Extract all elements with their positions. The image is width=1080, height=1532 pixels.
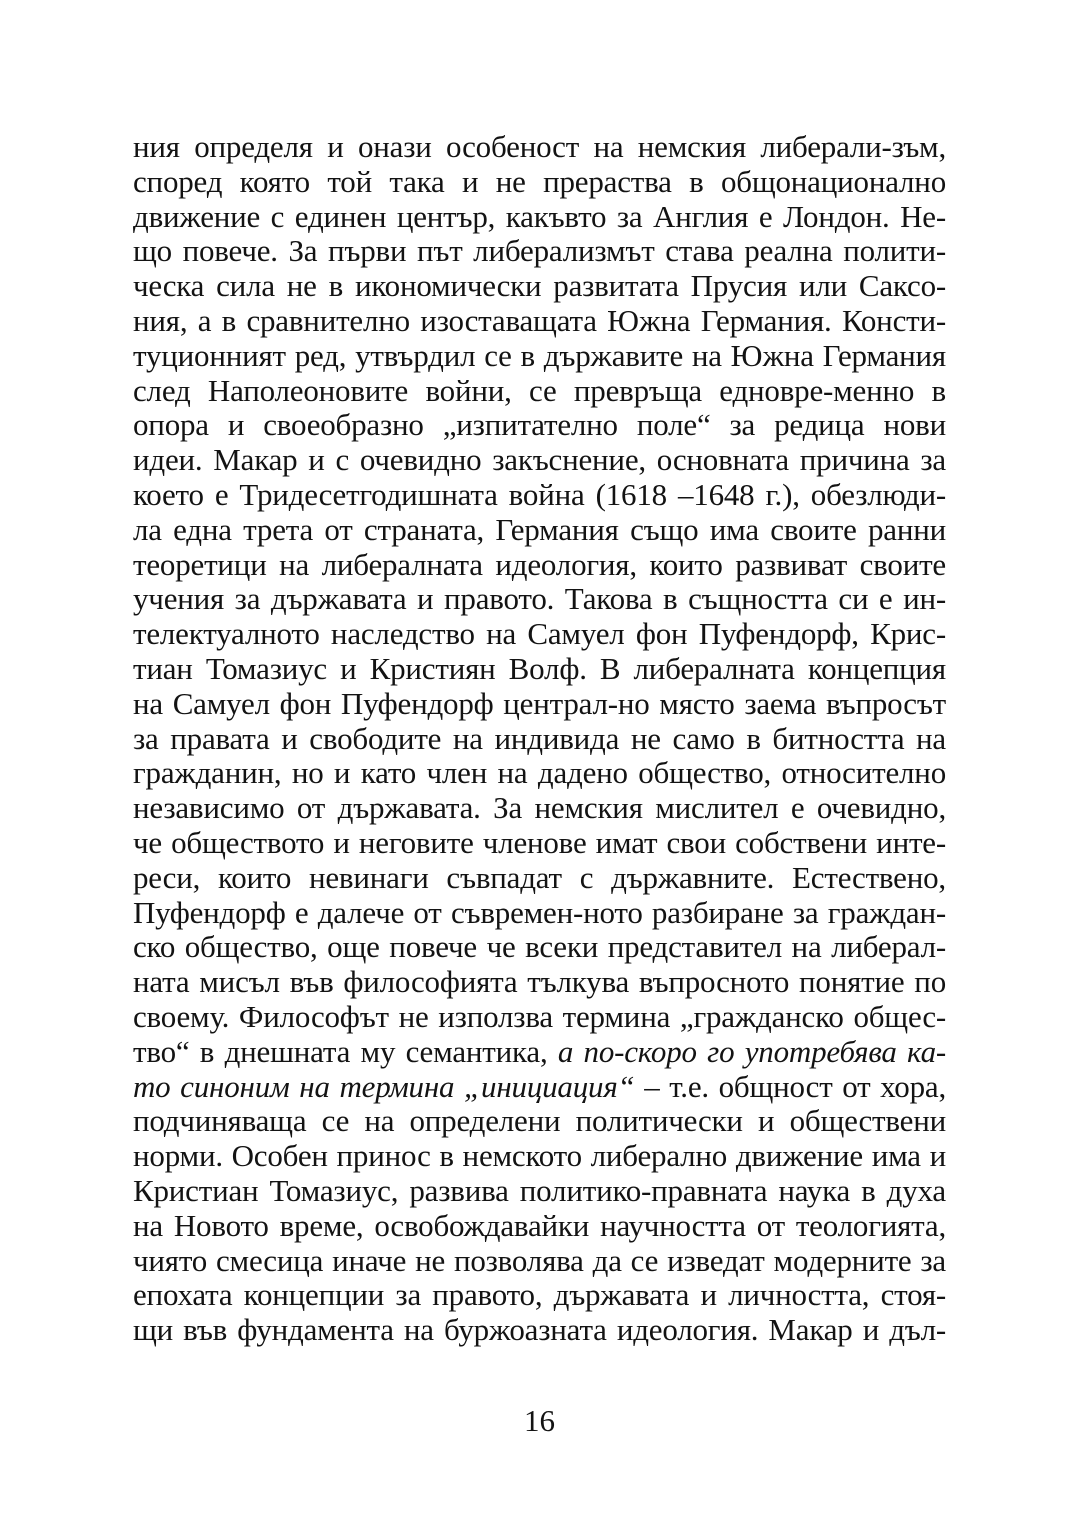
text-segment: туционният ред, утвърдил се в държавите на Южна Германия	[133, 337, 946, 373]
text-line	[133, 930, 946, 965]
text-segment: ния определя и онази особеност на немския либерали-зъм,	[133, 129, 946, 164]
text-segment: телектуалното наследство на Самуел фон Пуфендорф, Крис-	[133, 616, 946, 652]
italic-text-segment: а по-скоро го употребява ка-	[557, 1033, 947, 1069]
text-line	[133, 269, 946, 304]
text-line	[133, 1104, 946, 1139]
text-segment: на Новото време, освобождавайки научността от теологията,	[133, 1207, 946, 1243]
text-segment: за правата и свободите на индивида не само в битността на	[133, 720, 946, 756]
text-line	[133, 965, 946, 1000]
text-segment: гражданин, но и като член на дадено общество, относително	[133, 755, 946, 791]
text-segment: – т.е. общност от хора,	[644, 1068, 946, 1104]
text-segment: след Наполеоновите войни, се превръща едновре-менно в	[133, 372, 946, 408]
text-line	[133, 200, 946, 235]
text-segment: ната мисъл във философията тълкува въпросното понятие по	[133, 964, 946, 1000]
text-segment: тиан Томазиус и Кристиян Волф. В либералната концепция	[133, 650, 946, 686]
text-segment: ческа сила не в икономически развитата Прусия или Саксо-	[133, 268, 946, 304]
text-line	[133, 478, 946, 513]
text-line	[133, 1035, 946, 1070]
text-line	[133, 408, 946, 443]
text-segment: щи във фундамента на буржоазната идеология. Макар и дъл-	[133, 1312, 946, 1348]
text-segment: ско общество, още повече че всеки представител на либерал-	[133, 929, 946, 965]
text-line	[133, 130, 946, 165]
text-segment: учения за държавата и правото. Такова в същността си е ин-	[133, 581, 946, 617]
text-line	[133, 513, 946, 548]
text-segment: ния, а в сравнително изоставащата Южна Германия. Консти-	[133, 302, 946, 338]
text-line	[133, 1070, 946, 1105]
text-segment: епохата концепции за правото, държавата и личността, стоя-	[133, 1277, 946, 1313]
text-line	[133, 1278, 946, 1313]
text-line	[133, 687, 946, 722]
text-segment: своему. Философът не използва термина „гражданско общес-	[133, 998, 946, 1034]
text-line	[133, 304, 946, 339]
text-segment: Кристиан Томазиус, развива политико-правната наука в духа	[133, 1172, 946, 1208]
text-segment: тво“ в днешната му семантика,	[133, 1033, 558, 1069]
text-line	[133, 791, 946, 826]
text-line	[133, 652, 946, 687]
text-segment: че обществото и неговите членове имат свои собствени инте-	[133, 824, 946, 860]
text-segment: според която той така и не прераства в общонационално	[133, 163, 946, 199]
text-segment: на Самуел фон Пуфендорф централ-но място заема въпросът	[133, 685, 946, 721]
text-line	[133, 1139, 946, 1174]
text-line	[133, 1244, 946, 1279]
text-line	[133, 1174, 946, 1209]
text-line	[133, 896, 946, 931]
text-segment: Пуфендорф е далече от съвремен-ното разбиране за граждан-	[133, 894, 946, 930]
text-line	[133, 374, 946, 409]
text-line	[133, 617, 946, 652]
text-segment: идеи. Макар и с очевидно закъснение, основната причина за	[133, 442, 946, 478]
text-line	[133, 756, 946, 791]
text-segment: реси, които невинаги съвпадат с държавните. Естествено,	[133, 859, 946, 895]
text-line	[133, 443, 946, 478]
text-line	[133, 826, 946, 861]
text-line	[133, 548, 946, 583]
text-segment: чиято смесица иначе не позволява да се изведат модерните за	[133, 1242, 946, 1278]
text-segment: подчиняваща се на определени политически и обществени	[133, 1103, 946, 1139]
text-line	[133, 861, 946, 896]
text-segment: опора и своеобразно „изпитателно поле“ за редица нови	[133, 407, 946, 443]
text-line	[133, 339, 946, 374]
text-segment: което е Тридесетгодишната война (1618 –1648 г.), обезлюди-	[133, 476, 946, 512]
text-segment: ла една трета от страната, Германия също има своите ранни	[133, 511, 946, 547]
text-line	[133, 722, 946, 757]
text-line	[133, 1313, 946, 1348]
text-line	[133, 1209, 946, 1244]
text-segment: движение с единен център, какъвто за Англия е Лондон. Не-	[133, 198, 946, 234]
text-line	[133, 1000, 946, 1035]
italic-text-segment: то синоним на термина „инициация“	[133, 1068, 645, 1104]
text-line	[133, 582, 946, 617]
text-line	[133, 165, 946, 200]
text-segment: независимо от държавата. За немския мислител е очевидно,	[133, 790, 946, 826]
text-line	[133, 234, 946, 269]
text-segment: що повече. За първи път либерализмът става реална полити-	[133, 233, 946, 269]
text-segment: теоретици на либералната идеология, които развиват своите	[133, 546, 946, 582]
text-segment: норми. Особен принос в немското либерално движение има и	[133, 1138, 946, 1174]
body-text	[133, 130, 946, 1348]
page-number: 16	[524, 1403, 555, 1438]
